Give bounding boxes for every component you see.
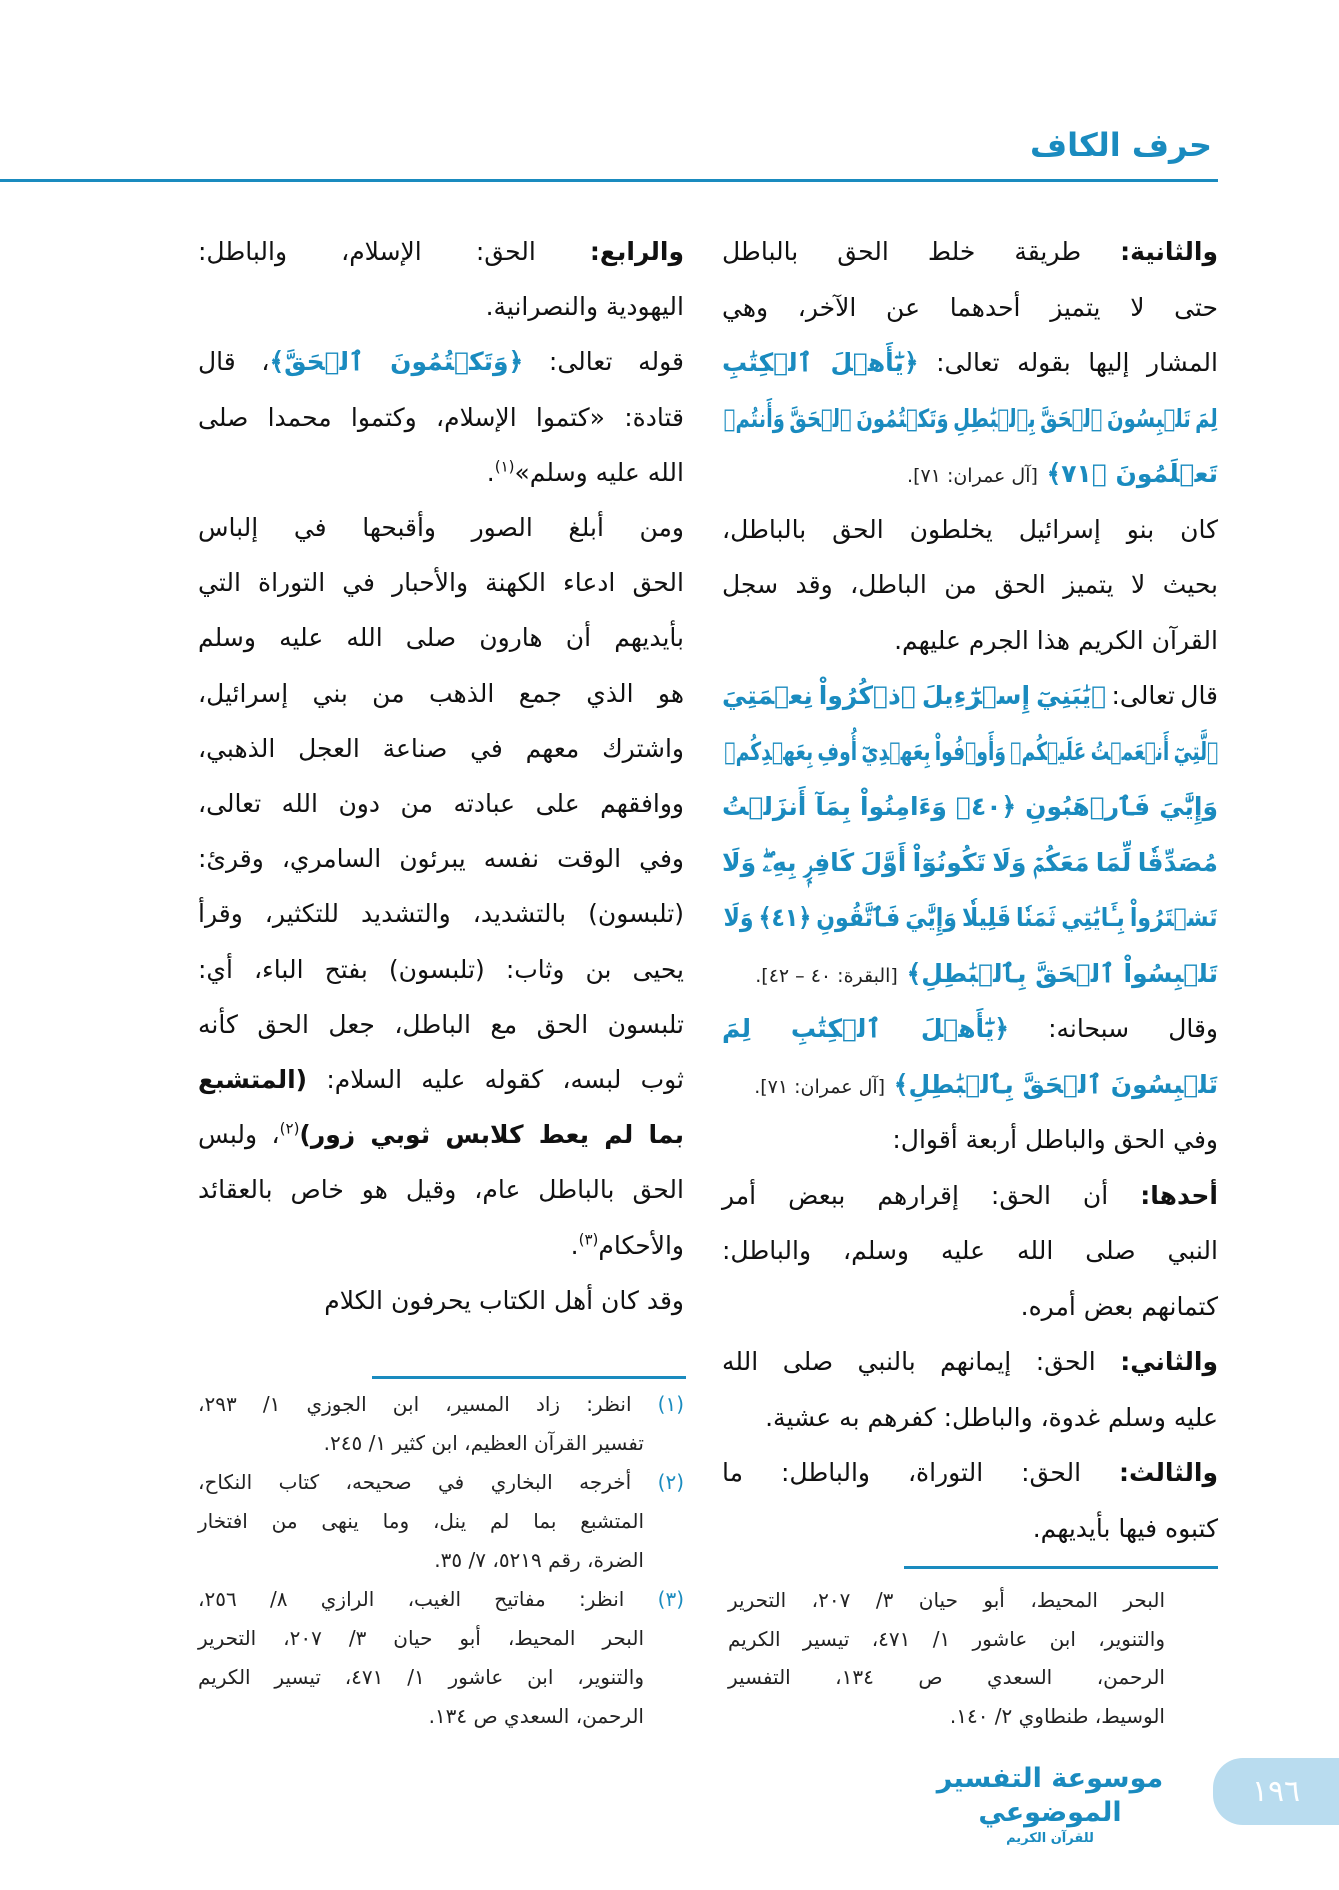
bold-text: والثانية: <box>1120 237 1218 266</box>
text: واشترك معهم في صناعة العجل الذهبي، <box>198 733 684 763</box>
footnote-marker[interactable]: (٢) <box>279 1119 300 1138</box>
footnote-number: (١) <box>631 1392 684 1416</box>
chapter-title: حرف الكاف <box>1029 126 1212 164</box>
text: وفي الحق والباطل أربعة أقوال: <box>892 1125 1218 1154</box>
bold-text: أحدها: <box>1140 1180 1218 1210</box>
footnote-marker[interactable]: (١) <box>494 457 515 476</box>
text: هو الذي جمع الذهب من بني إسرائيل، <box>198 678 684 708</box>
text: وقد كان أهل الكتاب يحرفون الكلام <box>324 1285 684 1315</box>
text: ووافقهم على عبادته من دون الله تعالى، <box>198 789 684 818</box>
footnote-line <box>198 1465 684 1499</box>
footnote-line <box>728 1699 1165 1733</box>
footnote-line <box>198 1660 644 1694</box>
bold-text: والثاني: <box>1120 1347 1218 1376</box>
text: قال تعالى: <box>1106 681 1219 710</box>
text: الحق ادعاء الكهنة والأحبار في التوراة التي <box>198 568 684 598</box>
text: ومن أبلغ الصور وأقبحها في إلباس <box>198 513 684 542</box>
quran-verse: تَلۡبِسُونَ ٱلۡحَقَّ بِٱلۡبَٰطِلِ﴾ <box>885 1069 1218 1099</box>
text: تلبسون الحق مع الباطل، جعل الحق كأنه <box>198 1009 684 1039</box>
text: كان بنو إسرائيل يخلطون الحق بالباطل، <box>722 514 1218 544</box>
text: (تلبسون) بالتشديد، والتشديد للتكثير، وقرأ <box>198 899 684 929</box>
right-footnotes <box>728 0 1165 1740</box>
footnote-line <box>728 1622 1165 1656</box>
text: المشار إليها بقوله تعالى: <box>918 348 1218 377</box>
text: وقال سبحانه: <box>1009 1014 1218 1043</box>
footnote-marker[interactable]: (٣) <box>578 1230 599 1249</box>
quran-verse: ٱلَّتِيٓ أَنۡعَمۡتُ عَلَيۡكُمۡ وَأَوۡفُواْ بِعَهۡدِيٓ أُوفِ بِعَهۡدِكُمۡ <box>724 736 1218 766</box>
text: اليهودية والنصرانية. <box>485 292 684 322</box>
text: انظر: زاد المسير، ابن الجوزي ١/ ٢٩٣، <box>198 1392 632 1416</box>
footnote-line <box>728 1583 1165 1617</box>
quran-verse: ﴿يَٰٓأَهۡلَ ٱلۡكِتَٰبِ لِمَ <box>722 1014 1009 1043</box>
encyclopedia-logo <box>925 1762 1175 1848</box>
footnote-line <box>198 1426 644 1460</box>
footnote-line <box>728 1660 1165 1694</box>
text: البحر المحيط، أبو حيان ٣/ ٢٠٧، التحرير <box>728 1588 1165 1612</box>
text: الحق: الإسلام، والباطل: <box>198 237 590 266</box>
text: كتمانهم بعض أمره. <box>1020 1291 1218 1321</box>
text: ، ولبس <box>198 1120 280 1150</box>
bold-text: بما لم يعط كلابس ثوبي زور) <box>299 1120 684 1150</box>
bold-text: والثالث: <box>1119 1458 1218 1487</box>
footnote-number: (٢) <box>631 1470 684 1494</box>
quran-verse: وَإِيَّٰيَ فَٱرۡهَبُونِ ﴿٤٠﴾ وَءَامِنُواْ بِمَآ أَنزَلۡتُ <box>722 792 1219 821</box>
text: تفسير القرآن العظيم، ابن كثير ١/ ٢٤٥. <box>323 1431 644 1455</box>
text: قتادة: «كتموا الإسلام، وكتموا محمدا صلى <box>198 402 684 432</box>
text: الله عليه وسلم» <box>514 457 684 487</box>
text: والتنوير، ابن عاشور ١/ ٤٧١، تيسير الكريم <box>198 1665 644 1689</box>
text: بأيديهم أن هارون صلى الله عليه وسلم <box>198 623 684 653</box>
text: الحق: التوراة، والباطل: ما <box>722 1458 1120 1487</box>
text: الضرة، رقم ٥٢١٩، ٧/ ٣٥. <box>434 1548 644 1572</box>
footnote-line <box>198 1504 644 1538</box>
text: الرحمن، السعدي ص ١٣٤، التفسير <box>728 1665 1165 1689</box>
footnote-line <box>198 1543 644 1577</box>
logo-subtitle: للقرآن الكريم <box>1006 1831 1094 1846</box>
text: طريقة خلط الحق بالباطل <box>722 237 1121 266</box>
footnote-line <box>198 1387 684 1421</box>
text: انظر: مفاتيح الغيب، الرازي ٨/ ٢٥٦، <box>198 1587 625 1611</box>
text: المتشبع بما لم ينل، وما ينهى من افتخار <box>198 1509 644 1533</box>
bold-text: (المتشبع <box>198 1065 308 1094</box>
verse-reference: [آل عمران: ٧١]. <box>754 1075 886 1098</box>
bold-text: والرابع: <box>589 237 684 266</box>
verse-reference: [آل عمران: ٧١]. <box>907 465 1038 487</box>
text: الوسيط، طنطاوي ٢/ ١٤٠. <box>949 1703 1165 1728</box>
quran-verse: ﴿يَٰبَنِيٓ إِسۡرَٰٓءِيلَ ٱذۡكُرُواْ نِعۡمَتِيَ <box>722 681 1107 710</box>
text: النبي صلى الله عليه وسلم، والباطل: <box>722 1236 1218 1265</box>
page-number-badge: ١٩٦ <box>1213 1758 1339 1825</box>
text: يحيى بن وثاب: (تلبسون) بفتح الباء، أي: <box>198 954 684 984</box>
quran-verse: ﴿وَتَكۡتُمُونَ ٱلۡحَقَّ﴾ <box>269 347 524 377</box>
quran-verse: تَلۡبِسُواْ ٱلۡحَقَّ بِٱلۡبَٰطِلِ﴾ <box>897 958 1218 988</box>
left-footnotes <box>198 0 684 1740</box>
text: الحق: إيمانهم بالنبي صلى الله <box>722 1347 1121 1376</box>
text: أخرجه البخاري في صحيحه، كتاب النكاح، <box>198 1470 632 1494</box>
quran-verse: تَعۡلَمُونَ ﴿٧١﴾ <box>1037 459 1218 488</box>
quran-verse: تَشۡتَرُواْ بِـَٔايَٰتِي ثَمَنٗا قَلِيلٗا وَإِيَّٰيَ فَٱتَّقُونِ ﴿٤١﴾ وَلَا <box>724 903 1218 932</box>
text: الحق بالباطل عام، وقيل هو خاص بالعقائد <box>198 1175 684 1205</box>
footnote-line <box>198 1582 684 1616</box>
footnote-line <box>198 1621 644 1655</box>
text: ثوب لبسه، كقوله عليه السلام: <box>307 1065 684 1094</box>
text: بحيث لا يتميز الحق من الباطل، وقد سجل <box>722 570 1218 599</box>
text: البحر المحيط، أبو حيان ٣/ ٢٠٧، التحرير <box>198 1626 644 1650</box>
text: القرآن الكريم هذا الجرم عليهم. <box>894 625 1218 655</box>
text: والأحكام <box>598 1230 684 1260</box>
text: أن الحق: إقرارهم ببعض أمر <box>722 1180 1141 1210</box>
footnote-number: (٣) <box>624 1587 684 1611</box>
text: . <box>570 1230 579 1260</box>
footnote-line <box>198 1699 644 1733</box>
text: الرحمن، السعدي ص ١٣٤. <box>428 1704 644 1728</box>
text: . <box>486 457 495 487</box>
logo-title: موسوعة التفسير الموضوعي <box>936 1763 1164 1828</box>
text: حتى لا يتميز أحدهما عن الآخر، وهي <box>722 292 1218 322</box>
text: والتنوير، ابن عاشور ١/ ٤٧١، تيسير الكريم <box>728 1626 1165 1651</box>
quran-verse: لِمَ تَلۡبِسُونَ ٱلۡحَقَّ بِٱلۡبَٰطِلِ وَتَكۡتُمُونَ ٱلۡحَقَّ وَأَنتُمۡ <box>724 403 1218 433</box>
text: قوله تعالى: <box>523 347 684 377</box>
verse-reference: [البقرة: ٤٠ – ٤٢]. <box>755 964 898 987</box>
quran-verse: ﴿يَٰٓأَهۡلَ ٱلۡكِتَٰبِ <box>722 348 919 377</box>
quran-verse: مُصَدِّقٗا لِّمَا مَعَكُمۡ وَلَا تَكُونُوٓاْ أَوَّلَ كَافِرِۭ بِهِۦۖ وَلَا <box>722 847 1218 877</box>
text: كتبوه فيها بأيديهم. <box>1032 1513 1218 1543</box>
text: وفي الوقت نفسه يبرئون السامري، وقرئ: <box>198 844 684 874</box>
text: عليه وسلم غدوة، والباطل: كفرهم به عشية. <box>765 1402 1218 1432</box>
text: ، قال <box>198 347 270 377</box>
